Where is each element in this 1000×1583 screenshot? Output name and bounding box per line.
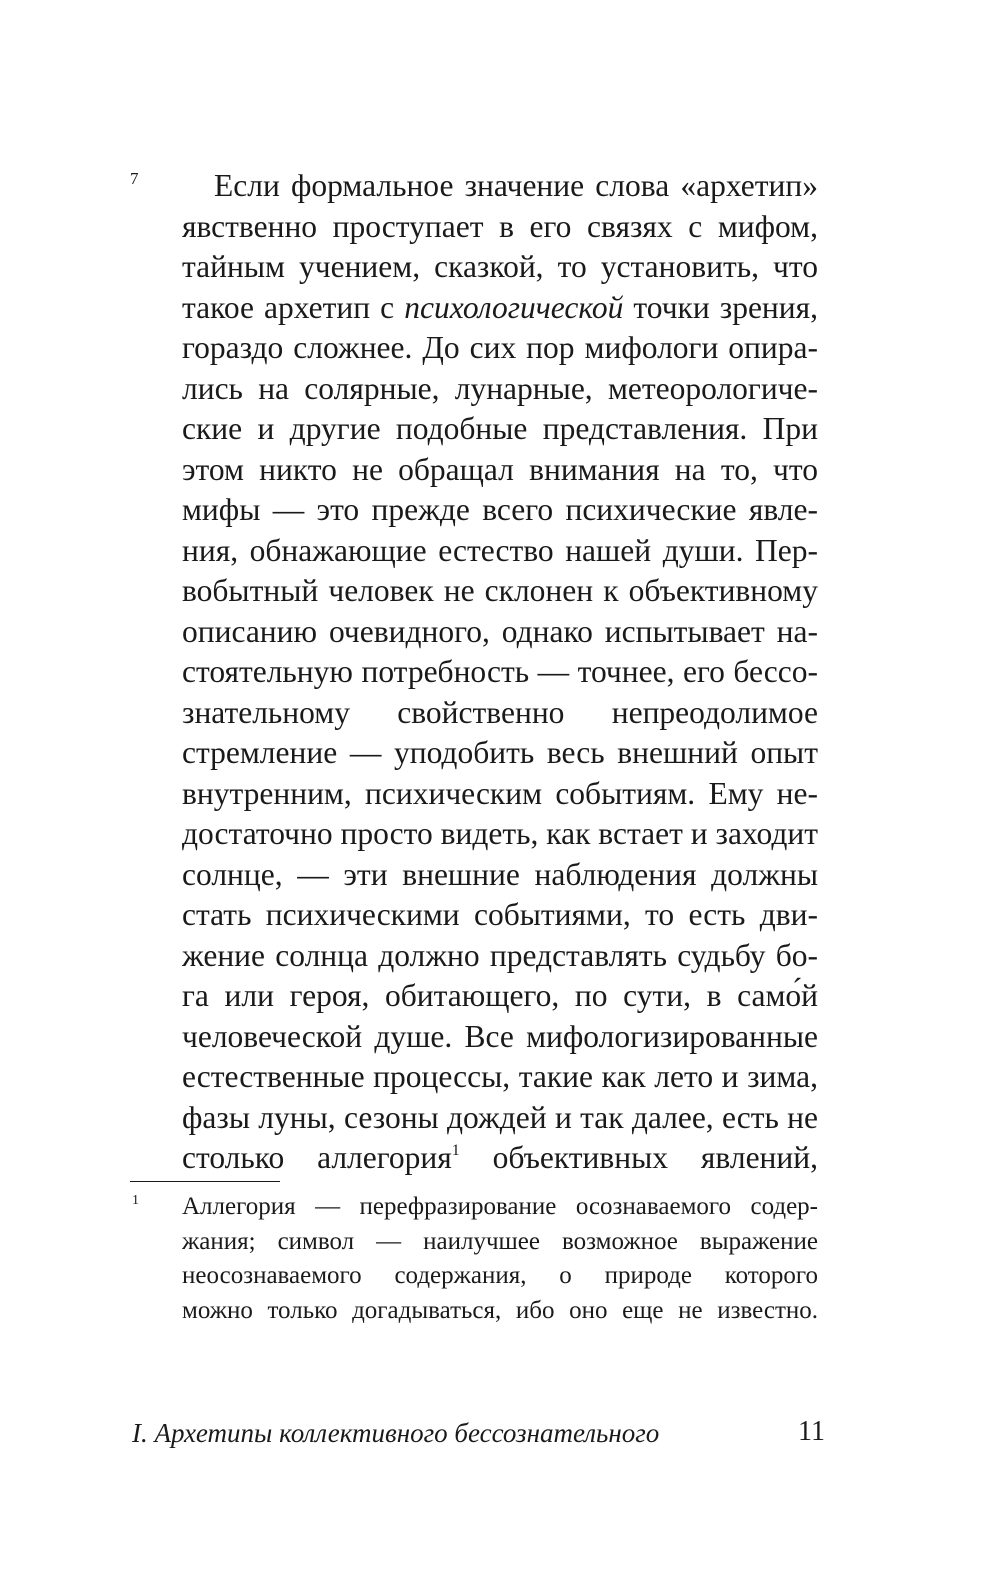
page-number: 11 [798,1416,825,1447]
text-line: достаточно просто видеть, как встает и заходит [182,816,818,851]
body-text [182,166,818,1179]
text-segment: точки зрения, [623,289,818,325]
text-line: явственно проступает в его связях с мифом, [182,208,818,244]
footnote-line: можно только догадываться, ибо оно еще не известно. [182,1296,818,1324]
text-line: стать психическими событиями, то есть дви- [182,897,818,932]
text-line: га или героя, обитающего, по сути, в само́й [182,978,818,1013]
text-line: вобытный человек не склонен к объективному [182,573,818,608]
text-line: стремление — уподобить весь внешний опыт [182,735,818,770]
text-line: человеческой душе. Все мифологизированные [182,1018,818,1054]
footnote-marker: 1 [132,1193,139,1208]
text-segment: такое архетип с [182,289,405,325]
emphasis-text: психологической [404,289,624,325]
footnote-line: Аллегория — перефразирование осознаваемого содер- [182,1193,818,1220]
running-head: I. Архетипы коллективного бессознательного [132,1418,660,1448]
text-line [182,1138,818,1179]
text-line: описанию очевидного, однако испытывает на- [182,613,818,649]
text-line: гораздо сложнее. До сих пор мифологи опира- [182,330,818,365]
text-line: знательному свойственно непреодолимое [182,694,818,730]
footnote-line: жания; символ — наилучшее возможное выражение [182,1227,818,1255]
text-line: солнце, — эти внешние наблюдения должны [182,856,818,892]
text-line: ские и другие подобные представления. При [182,411,818,446]
text-line [182,288,818,329]
text-line: стоятельную потребность — точнее, его бессо- [182,654,818,689]
text-segment: столько аллегория [182,1140,452,1175]
text-line: лись на солярные, лунарные, метеорологиче- [182,370,818,406]
text-line: тайным учением, сказкой, то установить, что [182,249,818,284]
text-line: естественные процессы, такие как лето и зима, [182,1059,818,1094]
footnote-reference[interactable]: 1 [451,1142,460,1159]
text-line: ния, обнажающие естество нашей души. Пер- [182,532,818,568]
footnote-separator [130,1181,280,1182]
text-line: жение солнца должно представлять судьбу бо- [182,937,818,973]
text-line: этом никто не обращал внимания на то, что [182,451,818,487]
footnote-line: неосознаваемого содержания, о природе которого [182,1262,818,1289]
text-line: мифы — это прежде всего психические явле- [182,492,818,527]
text-line: Если формальное значение слова «архетип» [214,168,818,203]
text-line: внутренним, психическим событиям. Ему не- [182,775,818,811]
footnote-text [182,1190,818,1328]
paragraph-number: 7 [130,169,139,188]
text-line: фазы луны, сезоны дождей и так далее, есть не [182,1099,818,1135]
text-segment: объективных явлений, [459,1140,818,1175]
